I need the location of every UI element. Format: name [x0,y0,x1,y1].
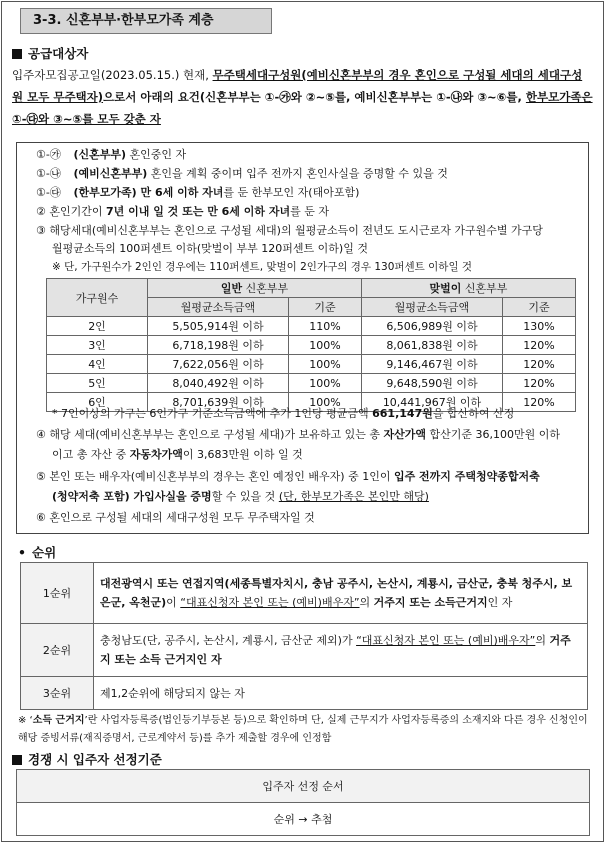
col-avg-income-2: 월평균소득금액 [362,298,503,317]
table-row: 2인 5,505,914원 이하 110% 6,506,989원 이하 130% [47,317,576,336]
table-row: 6인 8,701,639원 이하 100% 10,441,967원 이하 120% [47,393,576,412]
selection-table [16,769,590,836]
col-general-newlyweds: 일반 신혼부부 [148,279,362,298]
req-no-housing: ⑥ 혼인으로 구성될 세대의 세대구성원 모두 무주택자일 것 [36,511,315,524]
priority-table [20,562,588,710]
table-row: 3순위 제1,2순위에 해당되지 않는 자 [21,677,588,710]
table-row: 1순위 대전광역시 또는 연접지역(세종특별자치시, 충남 공주시, 논산시, 계룡시, 금산군, 충북 청주시, 보은군, 옥천군)이 “대표신청자 본인 또는 (예비)배우자”의 거주지 또는 소득근거지인 자 [21,563,588,624]
square-bullet-icon [12,49,22,59]
income-table [46,278,576,412]
selection-value: 순위 → 추첨 [17,803,590,836]
req-income-line1: ③ 해당세대(예비신혼부부는 혼인으로 구성될 세대)의 월평균소득이 전년도 도시근로자 가구원수별 가구당 [36,224,543,237]
req-income-footnote: * 7인이상의 가구는 6인가구 기준소득금액에 추가 1인당 평균금액 661,147원을 합산하여 산정 [52,407,515,420]
priority-note: ※ ‘소득 근거지’란 사업자등록증(법인등기부등본 등)으로 확인하며 단, 실제 근무지가 사업자등록증의 소재지와 다른 경우 신청인이 해당 증빙서류(재직증명서, 근로계약서 등)를 추가 제출할 경우에 인정함 [18,715,588,744]
heading-selection: 경쟁 시 입주자 선정기준 [12,750,162,768]
req-assets-line1: ④ 해당 세대(예비신혼부부는 혼인으로 구성될 세대)가 보유하고 있는 총 자산가액 합산기준 36,100만원 이하 [36,428,560,441]
req-prospective-newlyweds: ①-㉯ (예비신혼부부) 혼인을 계획 중이며 입주 전까지 혼인사실을 증명할 수 있을 것 [36,167,448,180]
col-dual-income-newlyweds: 맞벌이 신혼부부 [362,279,576,298]
req-savings-line2: (청약저축 포함) 가입사실을 증명할 수 있을 것 (단, 한부모가족은 본인만 해당) [52,490,429,503]
table-row: 5인 8,040,492원 이하 100% 9,648,590원 이하 120% [47,374,576,393]
table-row: 2순위 충청남도(단, 공주시, 논산시, 계룡시, 금산군 제외)가 “대표신청자 본인 또는 (예비)배우자”의 거주지 또는 소득 근거지인 자 [21,624,588,677]
req-income-note: ※ 단, 가구원수가 2인인 경우에는 110퍼센트, 맞벌이 2인가구의 경우 130퍼센트 이하일 것 [52,261,473,273]
square-bullet-icon [12,755,22,765]
bullet-icon: • [18,545,26,560]
section-title: 3-3. 신혼부부·한부모가족 계층 [20,8,272,34]
col-avg-income-1: 월평균소득금액 [148,298,289,317]
table-row: 4인 7,622,056원 이하 100% 9,146,467원 이하 120% [47,355,576,374]
selection-header: 입주자 선정 순서 [17,770,590,803]
heading-priority: • 순위 [18,545,57,560]
req-newlyweds: ①-㉮ (신혼부부) 혼인중인 자 [36,148,187,161]
document-page [1,1,604,842]
req-single-parent: ①-㉰ (한부모가족) 만 6세 이하 자녀를 둔 한부모인 자(태아포함) [36,186,360,199]
req-income-line2: 월평균소득의 100퍼센트 이하(맞벌이 부부 120퍼센트 이하)일 것 [52,242,368,255]
col-household-members: 가구원수 [47,279,148,317]
req-assets-line2: 이고 총 자산 중 자동차가액이 3,683만원 이하 일 것 [52,448,303,461]
req-savings-line1: ⑤ 본인 또는 배우자(예비신혼부부의 경우는 혼인 예정인 배우자) 중 1인이 입주 전까지 주택청약종합저축 [36,470,540,483]
req-marriage-period: ② 혼인기간이 7년 이내 일 것 또는 만 6세 이하 자녀를 둔 자 [36,205,329,218]
heading-eligibility: 공급대상자 [12,44,88,62]
eligibility-intro: 입주자모집공고일(2023.05.15.) 현재, 무주택세대구성원(예비신혼부부의 경우 혼인으로 구성될 세대의 세대구성원 모두 무주택자)으로서 아래의 요건(신혼부부는 ①-㉮와 ②~⑤를, 예비신혼부부는 ①-㉯와 ③~⑥를, 한부모가족은 ①-㉰와 ③~⑤를 모두 갖춘 자 [12,68,593,126]
col-standard-2: 기준 [503,298,576,317]
col-standard-1: 기준 [289,298,362,317]
table-row: 3인 6,718,198원 이하 100% 8,061,838원 이하 120% [47,336,576,355]
